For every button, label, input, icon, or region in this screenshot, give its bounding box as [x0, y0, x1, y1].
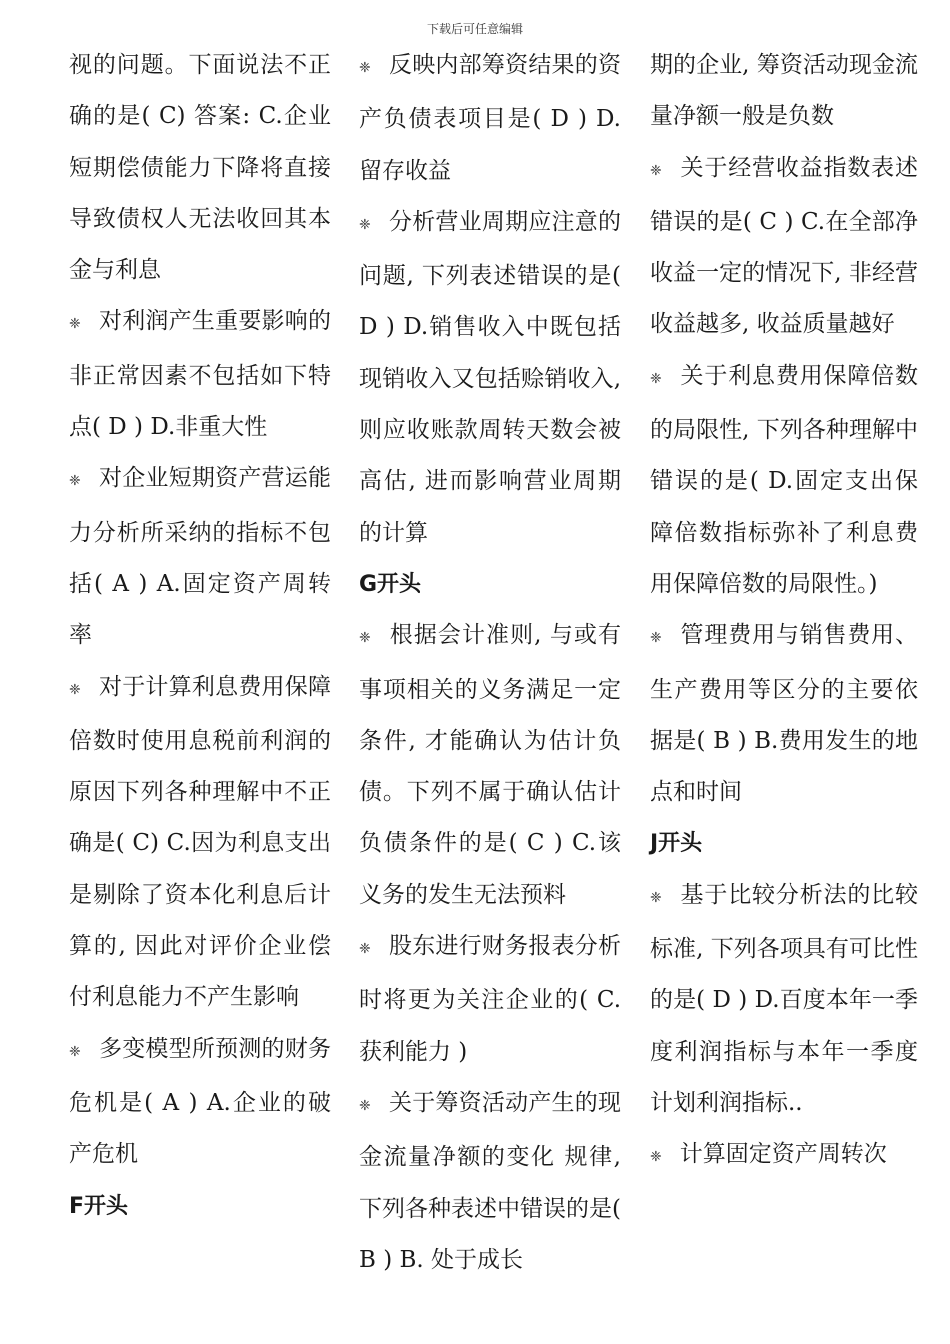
column-2 [359, 40, 621, 1286]
question-item [359, 610, 621, 921]
question-item [650, 351, 918, 610]
question-item [69, 1024, 331, 1181]
section-heading: F开头 [69, 1193, 129, 1219]
bullet-icon: ❈ [650, 370, 662, 387]
bullet-icon: ❈ [69, 316, 81, 333]
question-text: 管理费用与销售费用、生产费用等区分的主要依据是( B ) B.费用发生的地点和时间 [650, 622, 918, 806]
bullet-icon: ❈ [650, 630, 662, 647]
question-item [359, 921, 621, 1078]
question-text: 对利润产生重要影响的非正常因素不包括如下特点( D ) D.非重大性 [69, 308, 331, 441]
question-item [69, 453, 331, 661]
bullet-icon: ❈ [359, 216, 371, 233]
bullet-icon: ❈ [359, 941, 371, 958]
question-item [650, 143, 918, 351]
question-item [69, 40, 331, 296]
bullet-icon: ❈ [650, 889, 662, 906]
question-text: 分析营业周期应注意的问题, 下列表述错误的是( D ) D.销售收入中既包括现销收入又包括赊销收入, 则应收账款周转天数会被高估, 进而影响营业周期的计算 [359, 208, 621, 546]
question-text: 多变模型所预测的财务危机是( A ) A.企业的破产危机 [69, 1035, 331, 1168]
question-item [69, 662, 331, 1024]
bullet-icon: ❈ [359, 630, 371, 647]
question-item [650, 40, 918, 143]
question-text: 期的企业, 筹资活动现金流量净额一般是负数 [650, 52, 918, 130]
question-text: 反映内部筹资结果的资产负债表项目是( D ) D.留存收益 [359, 52, 621, 184]
section-heading: G开头 [359, 571, 422, 597]
question-item [359, 1078, 621, 1286]
column-3 [650, 40, 918, 1184]
bullet-icon: ❈ [69, 473, 81, 490]
bullet-icon: ❈ [69, 681, 81, 698]
question-item [359, 40, 621, 197]
bullet-icon: ❈ [650, 1149, 662, 1166]
question-item [650, 870, 918, 1129]
bullet-icon: ❈ [69, 1043, 81, 1060]
question-item [650, 1129, 918, 1183]
question-text: 股东进行财务报表分析时将更为关注企业的( C. 获利能力 ) [359, 933, 621, 1065]
question-text: 计算固定资产周转次 [679, 1141, 887, 1168]
question-text: 关于利息费用保障倍数的局限性, 下列各种理解中错误的是( D.固定支出保障倍数指标弥补了利息费用保障倍数的局限性。) [650, 362, 918, 597]
question-text: 根据会计准则, 与或有事项相关的义务满足一定条件, 才能确认为估计负债。下列不属于确认估计负债条件的是( C ) C.该义务的发生无法预料 [359, 622, 621, 908]
column-1 [69, 40, 331, 1232]
question-item [69, 296, 331, 453]
question-text: 关于经营收益指数表述错误的是( C ) C.在全部净收益一定的情况下, 非经营收益越多, 收益质量越好 [650, 154, 918, 338]
question-text: 基于比较分析法的比较标准, 下列各项具有可比性的是( D ) D.百度本年一季度利润指标与本年一季度计划利润指标.. [650, 881, 918, 1116]
question-item [359, 197, 621, 559]
question-text: 对企业短期资产营运能力分析所采纳的指标不包括( A ) A.固定资产周转率 [69, 465, 331, 649]
question-text: 关于筹资活动产生的现金流量净额的变化 规律, 下列各种表述中错误的是( B ) B. 处于成长 [359, 1089, 621, 1273]
section-heading: J开头 [650, 831, 703, 857]
bullet-icon: ❈ [650, 162, 662, 179]
question-text: 视的问题。下面说法不正确的是( C) 答案: C.企业短期偿债能力下降将直接导致债权人无法收回其本金与利息 [69, 52, 331, 284]
bullet-icon: ❈ [359, 1097, 371, 1114]
question-item [650, 610, 918, 818]
page-header: 下载后可任意编辑 [426, 22, 523, 36]
question-text: 对于计算利息费用保障倍数时使用息税前利润的原因下列各种理解中不正确是( C) C.因为利息支出是剔除了资本化利息后计算的, 因此对评价企业偿付利息能力不产生影响 [69, 673, 331, 1011]
bullet-icon: ❈ [359, 60, 371, 76]
